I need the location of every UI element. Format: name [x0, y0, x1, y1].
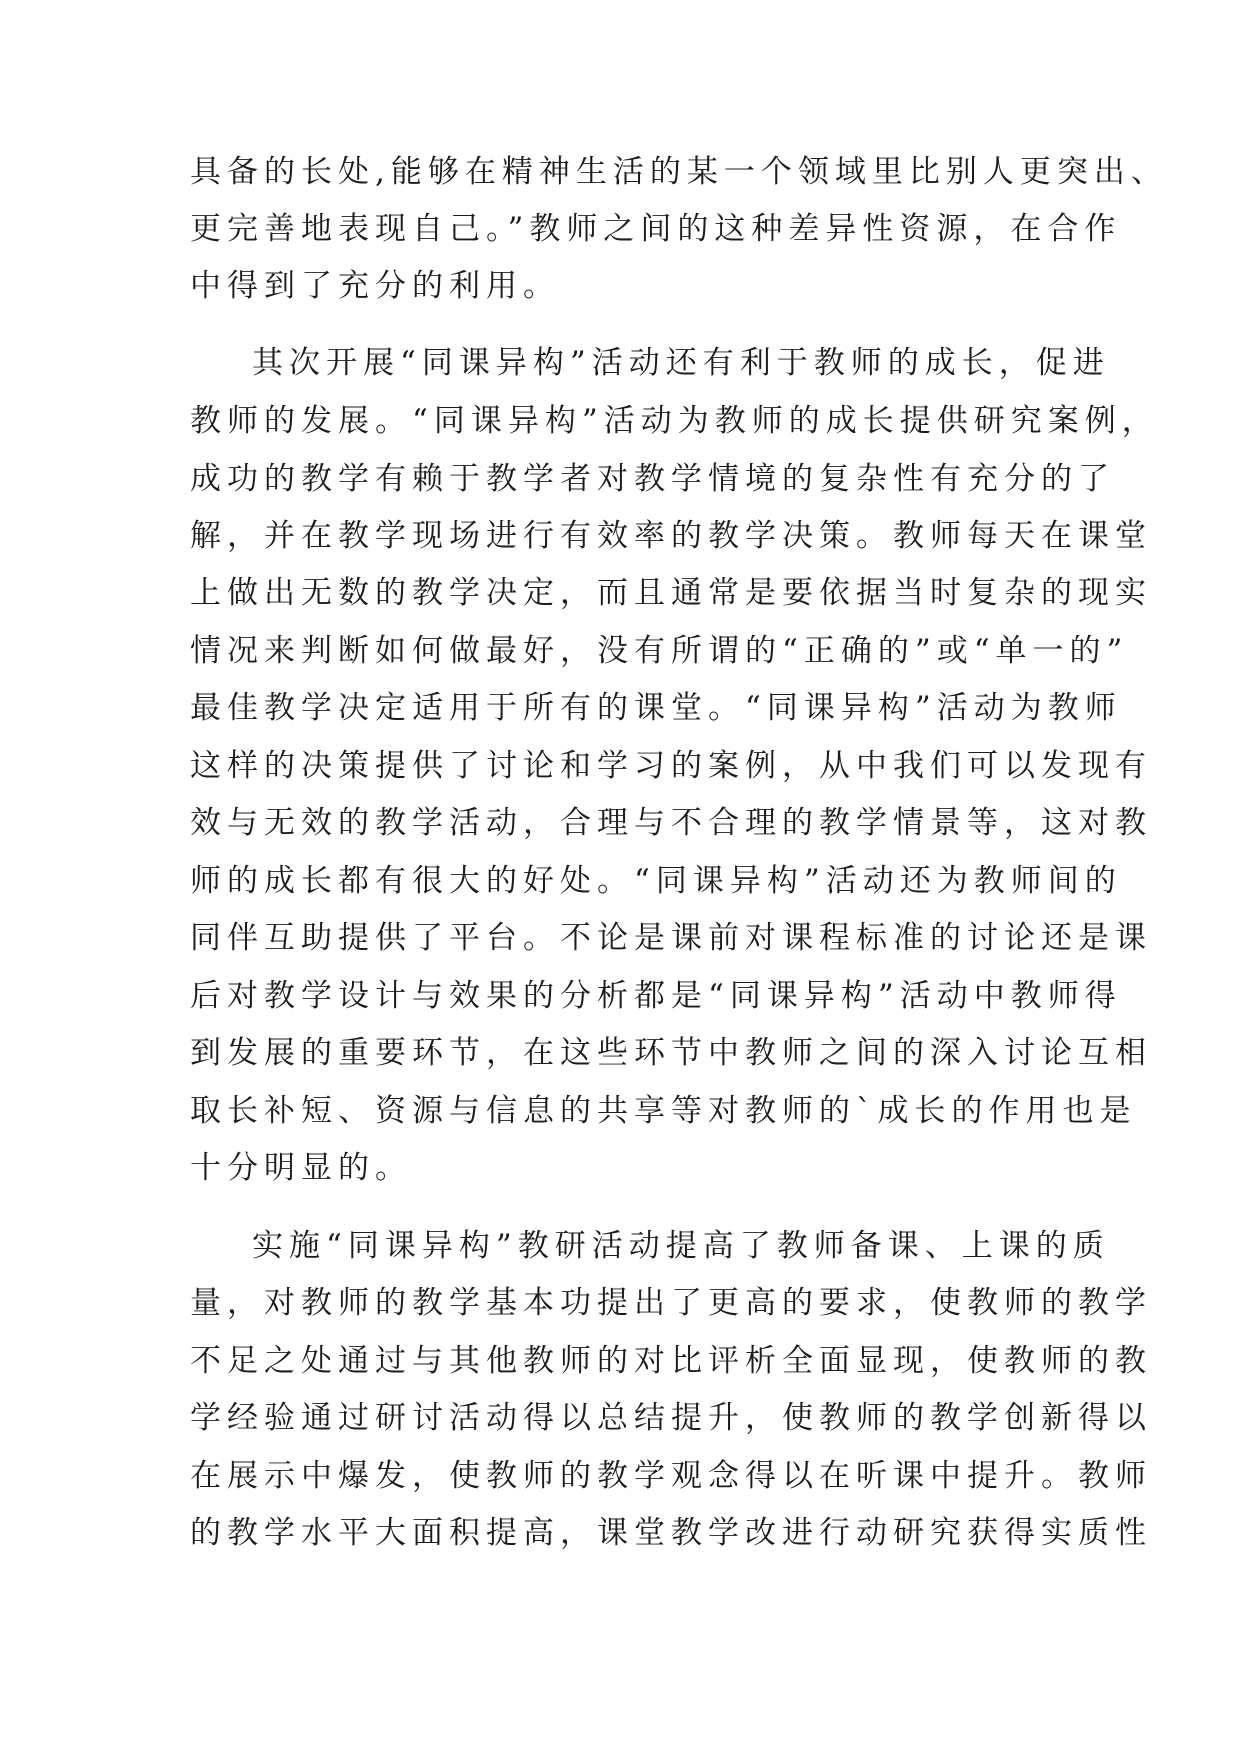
paragraph-start-line: 其次开展“同课异构”活动还有利于教师的成长，促进: [252, 345, 1110, 381]
text-line: 最佳教学决定适用于所有的课堂。“同课异构”活动为教师: [190, 690, 1122, 726]
text-line: 情况来判断如何做最好，没有所谓的“正确的”或“单一的”: [190, 633, 1129, 669]
text-line: 取长补短、资源与信息的共享等对教师的`成长的作用也是: [190, 1093, 1137, 1129]
text-line: 中得到了充分的利用。: [190, 268, 560, 304]
text-line: 的教学水平大面积提高，课堂教学改进行动研究获得实质性: [190, 1515, 1152, 1551]
text-line: 学经验通过研讨活动得以总结提升，使教师的教学创新得以: [190, 1400, 1152, 1436]
text-line: 这样的决策提供了讨论和学习的案例，从中我们可以发现有: [190, 748, 1152, 784]
text-line: 师的成长都有很大的好处。“同课异构”活动还为教师间的: [190, 863, 1122, 899]
text-line: 同伴互助提供了平台。不论是课前对课程标准的讨论还是课: [190, 920, 1152, 956]
text-line: 十分明显的。: [190, 1150, 412, 1186]
text-line: 效与无效的教学活动，合理与不合理的教学情景等，这对教: [190, 805, 1152, 841]
text-line: 解，并在教学现场进行有效率的教学决策。教师每天在课堂: [190, 518, 1152, 554]
text-line: 后对教学设计与效果的分析都是“同课异构”活动中教师得: [190, 978, 1122, 1014]
paragraph-start-line: 实施“同课异构”教研活动提高了教师备课、上课的质: [252, 1228, 1110, 1264]
text-line: 更完善地表现自己。”教师之间的这种差异性资源，在合作: [190, 211, 1122, 247]
text-line: 上做出无数的教学决定，而且通常是要依据当时复杂的现实: [190, 575, 1152, 611]
text-line: 在展示中爆发，使教师的教学观念得以在听课中提升。教师: [190, 1458, 1152, 1494]
text-line: 不足之处通过与其他教师的对比评析全面显现，使教师的教: [190, 1343, 1152, 1379]
text-line: 到发展的重要环节，在这些环节中教师之间的深入讨论互相: [190, 1035, 1152, 1071]
text-line: 量，对教师的教学基本功提出了更高的要求，使教师的教学: [190, 1285, 1152, 1321]
text-line: 教师的发展。“同课异构”活动为教师的成长提供研究案例，: [190, 403, 1159, 439]
text-line: 具备的长处,能够在精神生活的某一个领域里比别人更突出、: [190, 154, 1168, 190]
text-line: 成功的教学有赖于教学者对教学情境的复杂性有充分的了: [190, 461, 1115, 497]
